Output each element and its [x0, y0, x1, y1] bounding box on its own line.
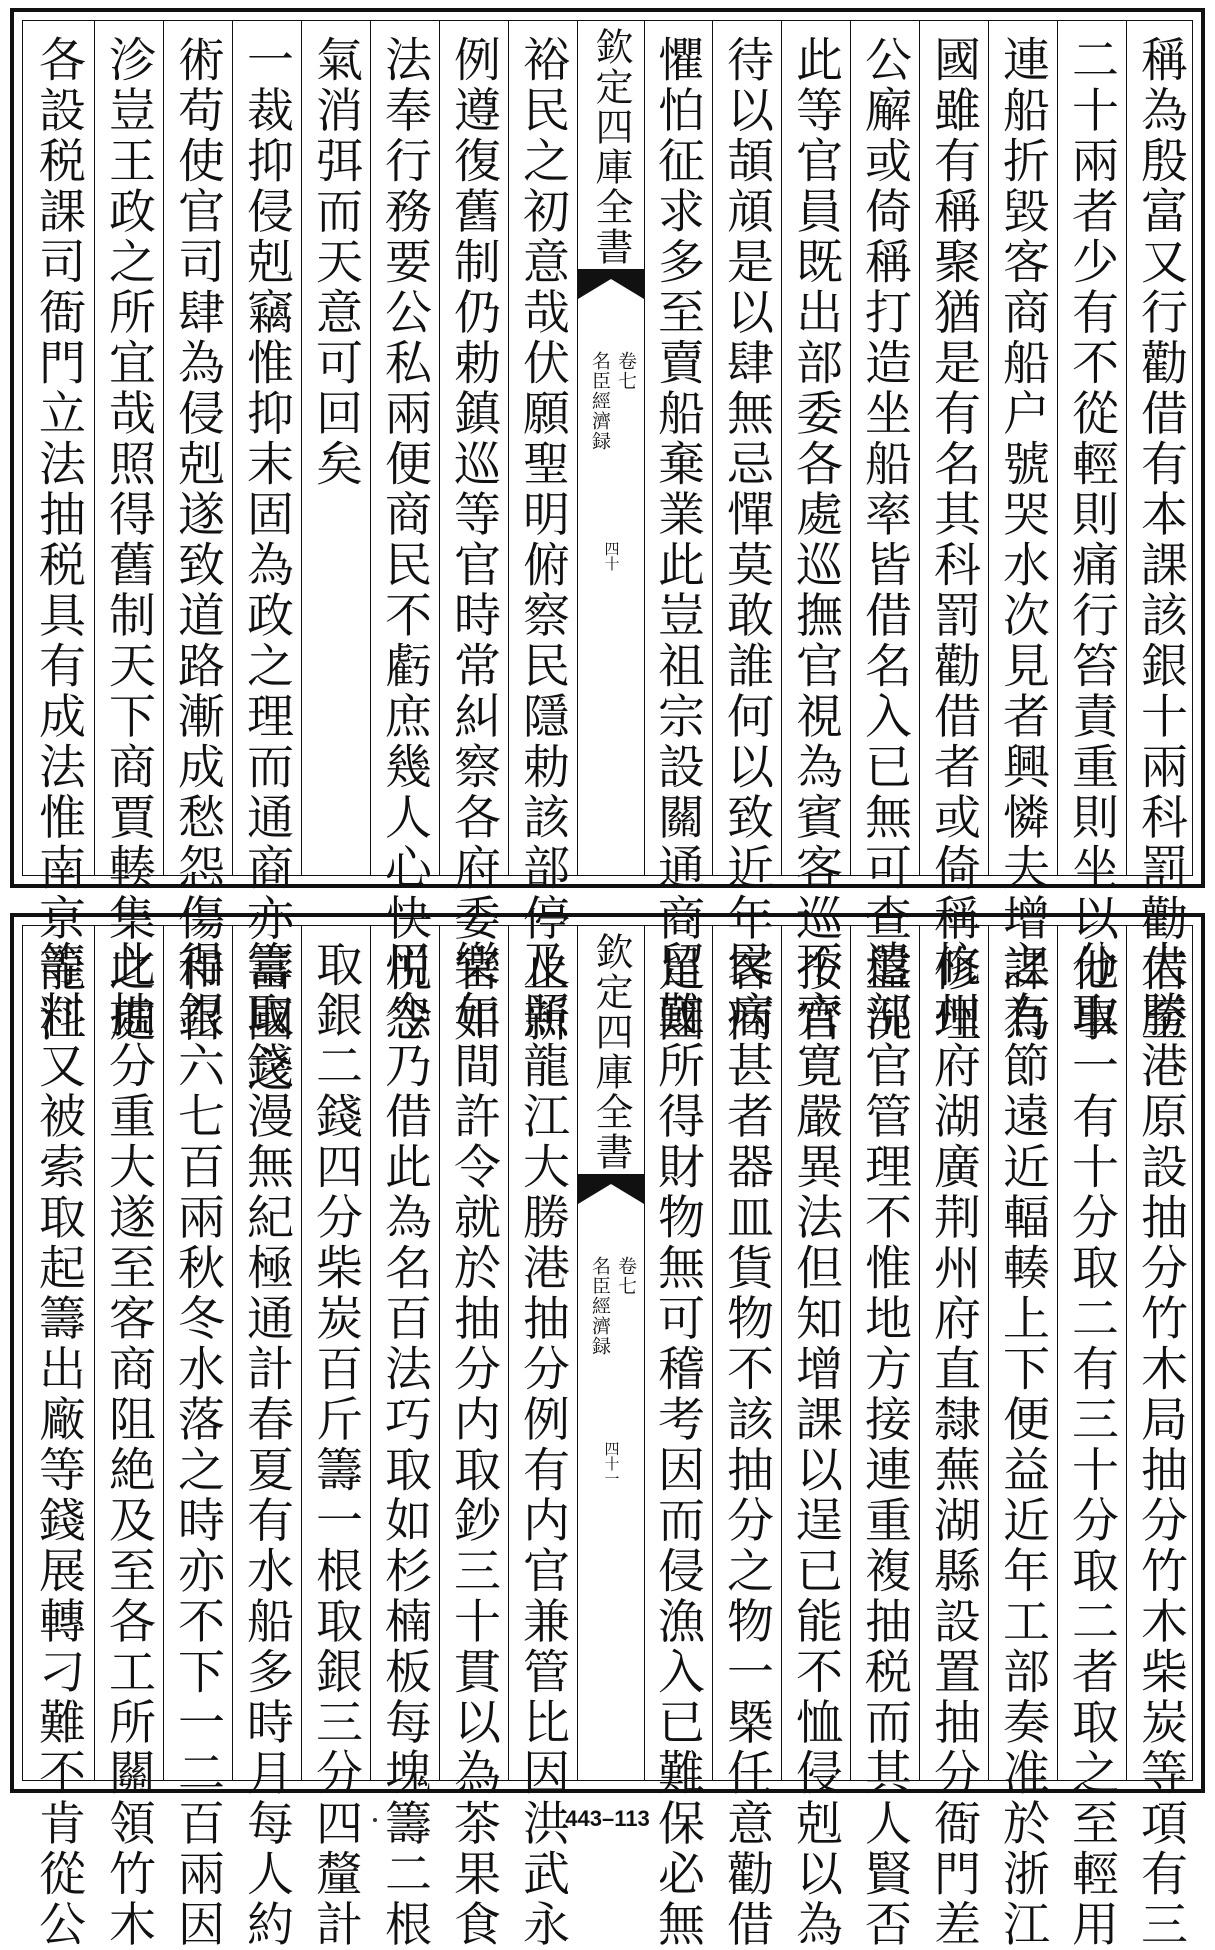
text-column — [1057, 21, 1127, 1045]
column-text: 此抽分重大遂至客商阻絶及至各工所關領竹木 — [101, 940, 156, 1950]
text-column — [988, 21, 1058, 1045]
volume-number: 卷七 — [615, 1256, 637, 1296]
page-frame — [22, 20, 1193, 1096]
column-text: 杭州府湖廣荆州府直隸蕪湖縣設置抽分衙門差 — [926, 940, 981, 1950]
volume-number: 卷七 — [615, 351, 637, 391]
text-column — [94, 21, 164, 1045]
column-text: 法奉行務要公私兩便商民不虧庶幾人心快悦怨 — [377, 35, 432, 1045]
column-text: 裕民之初意哉伏願聖明俯察民隱勅該部停止新 — [515, 35, 570, 1045]
text-column — [94, 926, 164, 1950]
text-column — [163, 926, 233, 1950]
fishtail-mark-icon — [578, 269, 644, 313]
column-text: 懼怕征求多至賣船棄業此豈祖宗設關通商足國 — [650, 35, 705, 1045]
text-column — [1057, 926, 1127, 1950]
folio-number: 四十 — [602, 541, 621, 571]
center-fold-column — [577, 21, 645, 875]
text-column — [232, 926, 302, 1950]
column-text: 用今乃借此為名百法巧取如杉楠板每塊籌二根 — [377, 940, 432, 1950]
column-text: 籌取錢漫無紀極通計春夏有水船多時月每人約 — [239, 940, 294, 1950]
column-text: 大勝港原設抽分竹木局抽分竹木柴炭等項有三 — [1133, 940, 1188, 1950]
text-column — [439, 21, 509, 1045]
column-text: 術苟使官司肆為侵剋遂致道路漸成愁怨傷和召 — [170, 35, 225, 1045]
text-column — [712, 21, 782, 1045]
column-text: 遣部官管理不惟地方接連重複抽税而其人賢否 — [857, 940, 912, 1950]
fishtail-mark-icon — [578, 1174, 644, 1218]
text-column — [850, 926, 920, 1950]
text-column — [850, 21, 920, 1045]
text-column — [23, 926, 95, 1950]
column-text: 待以頡頏是以肆無忌憚莫敢誰何以致近年客商 — [719, 35, 774, 1045]
text-column — [301, 21, 371, 875]
column-text: 樂年間許令就於抽分内取鈔三十貫以為茶果食 — [446, 940, 501, 1950]
column-text: 及照龍江大勝港抽分例有内官兼管比因洪武永 — [515, 940, 570, 1950]
text-column — [301, 926, 371, 1950]
text-column — [23, 21, 95, 1045]
text-column — [781, 21, 851, 1045]
text-column — [712, 926, 782, 1950]
column-text: 不齊寛嚴異法但知增課以逞已能不恤侵剋以為 — [788, 940, 843, 1950]
text-column — [508, 21, 578, 1045]
text-column — [439, 926, 509, 1950]
book-series-title: 欽定四庫全書 — [589, 27, 633, 267]
text-column — [781, 926, 851, 1950]
book-page-top — [10, 8, 1205, 1096]
column-text: 例遵復舊制仍勅鎮巡等官時常糾察各府委官如 — [446, 35, 501, 1045]
column-text: 國雖有稱聚猶是有名其科罰勸借者或倚稱修理 — [926, 35, 981, 1045]
column-text: 公廨或倚稱打造坐船率皆借名入已無可查盤況 — [857, 35, 912, 1045]
text-column — [370, 21, 440, 1045]
text-column — [232, 21, 302, 1096]
book-name: 名臣經濟録 — [589, 351, 611, 451]
column-text: 等料又被索取起籌出廠等錢展轉刁難不肯從公 — [31, 940, 86, 1950]
text-column — [508, 926, 578, 1950]
text-column — [1126, 21, 1195, 1045]
column-text: 此等官員既出部委各處巡撫官視為賓客巡按官 — [788, 35, 843, 1045]
book-series-title: 欽定四庫全書 — [589, 932, 633, 1172]
text-column — [1126, 926, 1195, 1950]
column-text: 民病甚者器皿貨物不該抽分之物一槩任意勸借 — [719, 940, 774, 1950]
text-column — [163, 21, 233, 1045]
page-code: 443–113 — [565, 1806, 650, 1831]
column-text: 各設税課司衙門立法抽税具有成法惟南京龍江 — [31, 35, 86, 1045]
text-column — [643, 21, 713, 1045]
column-text: 留難所得財物無可稽考因而侵漁入已難保必無 — [650, 940, 705, 1950]
column-text: 得銀六七百兩秋冬水落之時亦不下一二百兩因 — [170, 940, 225, 1950]
column-text: 連船折毀客商船户號哭水次見者興憐夫增課為 — [995, 35, 1050, 1045]
text-column — [988, 926, 1058, 1950]
text-column — [919, 21, 989, 1045]
book-name: 名臣經濟録 — [589, 1256, 611, 1356]
column-text: 氣消弭而天意可回矣 — [308, 35, 363, 490]
column-text: 取銀二錢四分柴炭百斤籌一根取銀三分四釐計 — [308, 940, 363, 1950]
column-text: 二十兩者少有不從輕則痛行笞責重則坐以他事 — [1064, 35, 1119, 1045]
column-text: 一裁抑侵剋竊惟抑末固為政之理而通商亦富國之 — [239, 35, 294, 1096]
column-text: 沴豈王政之所宜哉照得舊制天下商賈輳集之處 — [101, 35, 156, 1045]
center-fold-column — [577, 926, 645, 1780]
folio-number: 四十一 — [602, 1441, 621, 1486]
column-text: 稱為殷富又行勸借有本課該銀十兩科罰勸借至 — [1133, 35, 1188, 1045]
text-column — [643, 926, 713, 1950]
column-text: 分取一有十分取二有三十分取二者取之至輕用 — [1064, 940, 1119, 1950]
column-text: 之有節遠近輻輳上下便益近年工部奏准於浙江 — [995, 940, 1050, 1950]
text-column — [919, 926, 989, 1950]
text-column — [370, 926, 440, 1950]
